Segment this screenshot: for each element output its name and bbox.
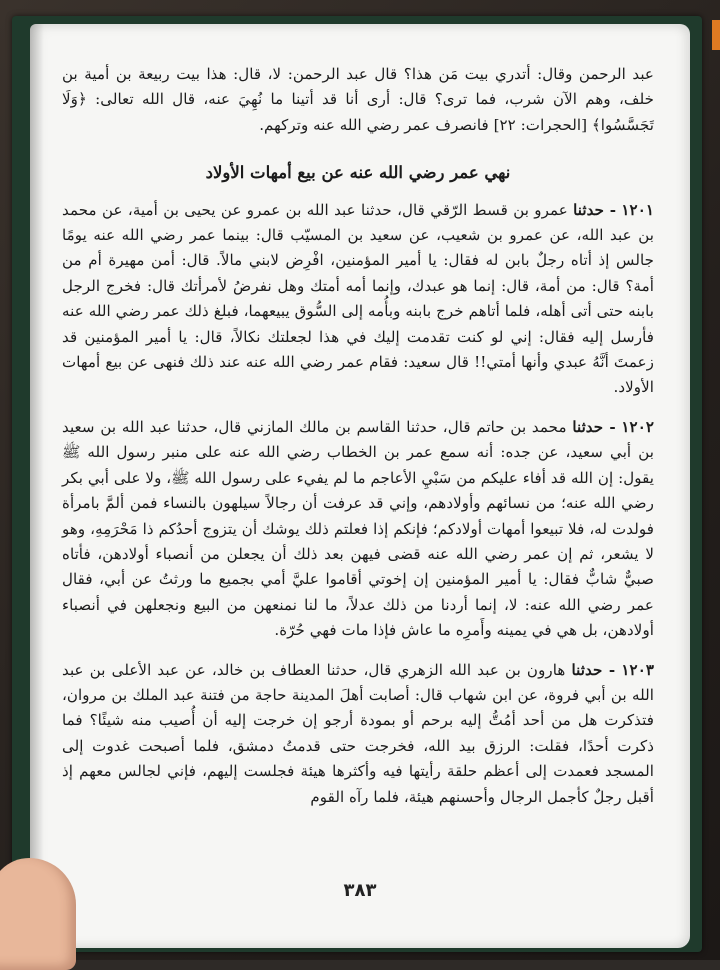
page-number: ٣٨٣ [343,880,377,901]
entry-text: عمرو بن قسط الرّقي قال، حدثنا عبد الله بن عمرو عن يحيى بن أمية، عن محمد بن عبد الله، عن عمرو بن شعيب، عن سعيد بن المسيّب قال: بينما عمر رضي الله عنه يومًا جالس إذ أتاه رجلٌ بابن له فقال: يا أمير المؤمنين، افْرِض لابني مالاً. قال: أمن مهيرة أم من أمة؟ قال: من أمة، قال: إنما هو عبدك، وإنما أمه أمتك وهل نفرضُ لأمرأتك قال: فخرج الرجل بابنه حتى أتى أهله، فلما أتاهم خرج بابنه وبأُمه إلى السُّوق يبيعهما، فبلغ ذلك عمر رضي الله عنه فأرسل إليه فقال: إني لو كنت تقدمت إليك في هذا لجعلتك نكالاً، قال: يا أمير المؤمنين قد زعمتَ أنَّهُ عبدي وأنها أمتي!! قال سعيد: فقام عمر رضي الله عنه عند ذلك فنهى عن بيع أمهات الأولاد. [62,200,655,397]
haddatha-word: حدثنا [573,200,604,219]
page-text [62,62,654,810]
opening-paragraph: عبد الرحمن وقال: أتدري بيت مَن هذا؟ قال عبد الرحمن: لا، قال: هذا بيت ربيعة بن أمية بن خلف، وهم الآن شرب، فما ترى؟ قال: أرى أنا قد أتينا ما نُهِيَ عنه، قال الله تعالى: ﴿وَلَا تَجَسَّسُوا﴾ [الحجرات: ٢٢] فانصرف عمر رضي الله عنه وتركهم. [62,65,654,134]
haddatha-word: حدثنا [571,660,603,679]
page-gutter-shadow [30,24,44,948]
entry-1203: ١٢٠٣ - حدثنا هارون بن عبد الله الزهري قال، حدثنا العطاف بن خالد، عن عبد الأعلى بن عبد الله بن أبي فروة، عن ابن شهاب قال: أصابت أهلَ المدينة حاجة من فتنة عبد الملك بن مروان، فتذكرت هل من أحد أمُتُّ إليه برحم أو بمودة أرجو إن خرجت إليه أن أُصيب منه شيئًا؟ فما ذكرت أحدًا، فقلت: الرزق بيد الله، فخرجت حتى قدمتُ دمشق، فلما أصبحت غدوت إلى المسجد فعمدت إلى أعظم حلقة رأيتها فيه وأكثرها هيئة فجلست إليهم، فإني لجالس معهم إذ أقبل رجلٌ كأجمل الرجال وأحسنهم هيئة، فلما رآه القوم [62,660,655,806]
entry-1201: ١٢٠١ - حدثنا عمرو بن قسط الرّقي قال، حدثنا عبد الله بن عمرو عن يحيى بن أمية، عن محمد بن عبد الله، عن عمرو بن شعيب، عن سعيد بن المسيّب قال: بينما عمر رضي الله عنه يومًا جالس إذ أتاه رجلٌ بابن له فقال: يا أمير المؤمنين، افْرِض لابني مالاً. قال: أمن مهيرة أم من أمة؟ قال: من أمة، قال: إنما هو عبدك، وإنما أمه أمتك وهل نفرضُ لأمرأتك قال: فخرج الرجل بابنه حتى أتى أهله، فلما أتاهم خرج بابنه وبأُمه إلى السُّوق يبيعهما، فبلغ ذلك عمر رضي الله عنه فأرسل إليه فقال: إني لو كنت تقدمت إليك في هذا لجعلتك نكالاً، قال: يا أمير المؤمنين قد زعمتَ أنَّهُ عبدي وأنها أمتي!! قال سعيد: فقام عمر رضي الله عنه عند ذلك فنهى عن بيع أمهات الأولاد. [62,200,655,397]
entry-number: ١٢٠٣ [621,660,655,679]
entry-text: هارون بن عبد الله الزهري قال، حدثنا العطاف بن خالد، عن عبد الأعلى بن عبد الله بن أبي فروة، عن ابن شهاب قال: أصابت أهلَ المدينة حاجة من فتنة عبد الملك بن مروان، فتذكرت هل من أحد أمُتُّ إليه برحم أو بمودة أرجو إن خرجت إليه أن أُصيب منه شيئًا؟ فما ذكرت أحدًا، فقلت: الرزق بيد الله، فخرجت حتى قدمتُ دمشق، فلما أصبحت غدوت إلى المسجد فعمدت إلى أعظم حلقة رأيتها فيه وأكثرها هيئة فجلست إليهم، فإني لجالس معهم إذ أقبل رجلٌ كأجمل الرجال وأحسنهم هيئة، فلما رآه القوم [62,660,654,806]
entry-number: ١٢٠٢ [621,417,655,436]
haddatha-word: حدثنا [572,417,604,436]
entry-number: ١٢٠١ [621,200,655,219]
orange-object [712,20,720,50]
section-heading: نهي عمر رضي الله عنه عن بيع أمهات الأولاد [205,163,511,183]
entry-1202: ١٢٠٢ - حدثنا محمد بن حاتم قال، حدثنا القاسم بن مالك المازني قال، حدثنا عبد الله بن سعيد بن أبي سعيد، عن جده: أنه سمع عمر بن الخطاب رضي الله عنه على منبر رسول الله ﷺ يقول: إن الله قد أفاء عليكم من سَبْيِ الأعاجم ما لم يفيء على رسول الله ﷺ، ولا على أبي بكر رضي الله عنه؛ من نسائهم وأولادهم، وإني قد عرفت أن رجالاً سيلهون بالنساء فمن ألمَّ بامرأة فولدت له، فلا تبيعوا أمهات أولادكم؛ فإنكم إذا فعلتم ذلك يوشك أن يتزوج أحدُكم ذا مَحْرَمِهِ، وهو لا يشعر، ثم إن عمر رضي الله عنه قضى فيهن بعد ذلك أن يجعلن من أنصباء أولادهن، فأتاه صبيٌّ شابٌّ فقال: يا أمير المؤمنين إن إخوتي أقاموا عليَّ أمي بجميع ما ورثتُ عن أبي، فقال عمر رضي الله عنه: لا، إنما أردنا من ذلك عدلاً، ما لنا نمنعهن من البيع ونجعلهن في أنصباء أولادهن، بل هي في يمينه وأَمرِه ما عاش فإذا مات فهي حُرّة. [62,417,655,640]
entry-text: محمد بن حاتم قال، حدثنا القاسم بن مالك المازني قال، حدثنا عبد الله بن سعيد بن أبي سعيد، عن جده: أنه سمع عمر بن الخطاب رضي الله عنه على منبر رسول الله ﷺ يقول: إن الله قد أفاء عليكم من سَبْيِ الأعاجم ما لم يفيء على رسول الله ﷺ، ولا على أبي بكر رضي الله عنه؛ من نسائهم وأولادهم، وإني قد عرفت أن رجالاً سيلهون بالنساء فمن ألمَّ بامرأة فولدت له، فلا تبيعوا أمهات أولادكم؛ فإنكم إذا فعلتم ذلك يوشك أن يتزوج أحدُكم ذا مَحْرَمِهِ، وهو لا يشعر، ثم إن عمر رضي الله عنه قضى فيهن بعد ذلك أن يجعلن من أنصباء أولادهن، فأتاه صبيٌّ شابٌّ فقال: يا أمير المؤمنين إن إخوتي أقاموا عليَّ أمي بجميع ما ورثتُ عن أبي، فقال عمر رضي الله عنه: لا، إنما أردنا من ذلك عدلاً، ما لنا نمنعهن من البيع ونجعلهن في أنصباء أولادهن، بل هي في يمينه وأَمرِه ما عاش فإذا مات فهي حُرّة. [62,417,654,640]
thumb [0,858,76,970]
